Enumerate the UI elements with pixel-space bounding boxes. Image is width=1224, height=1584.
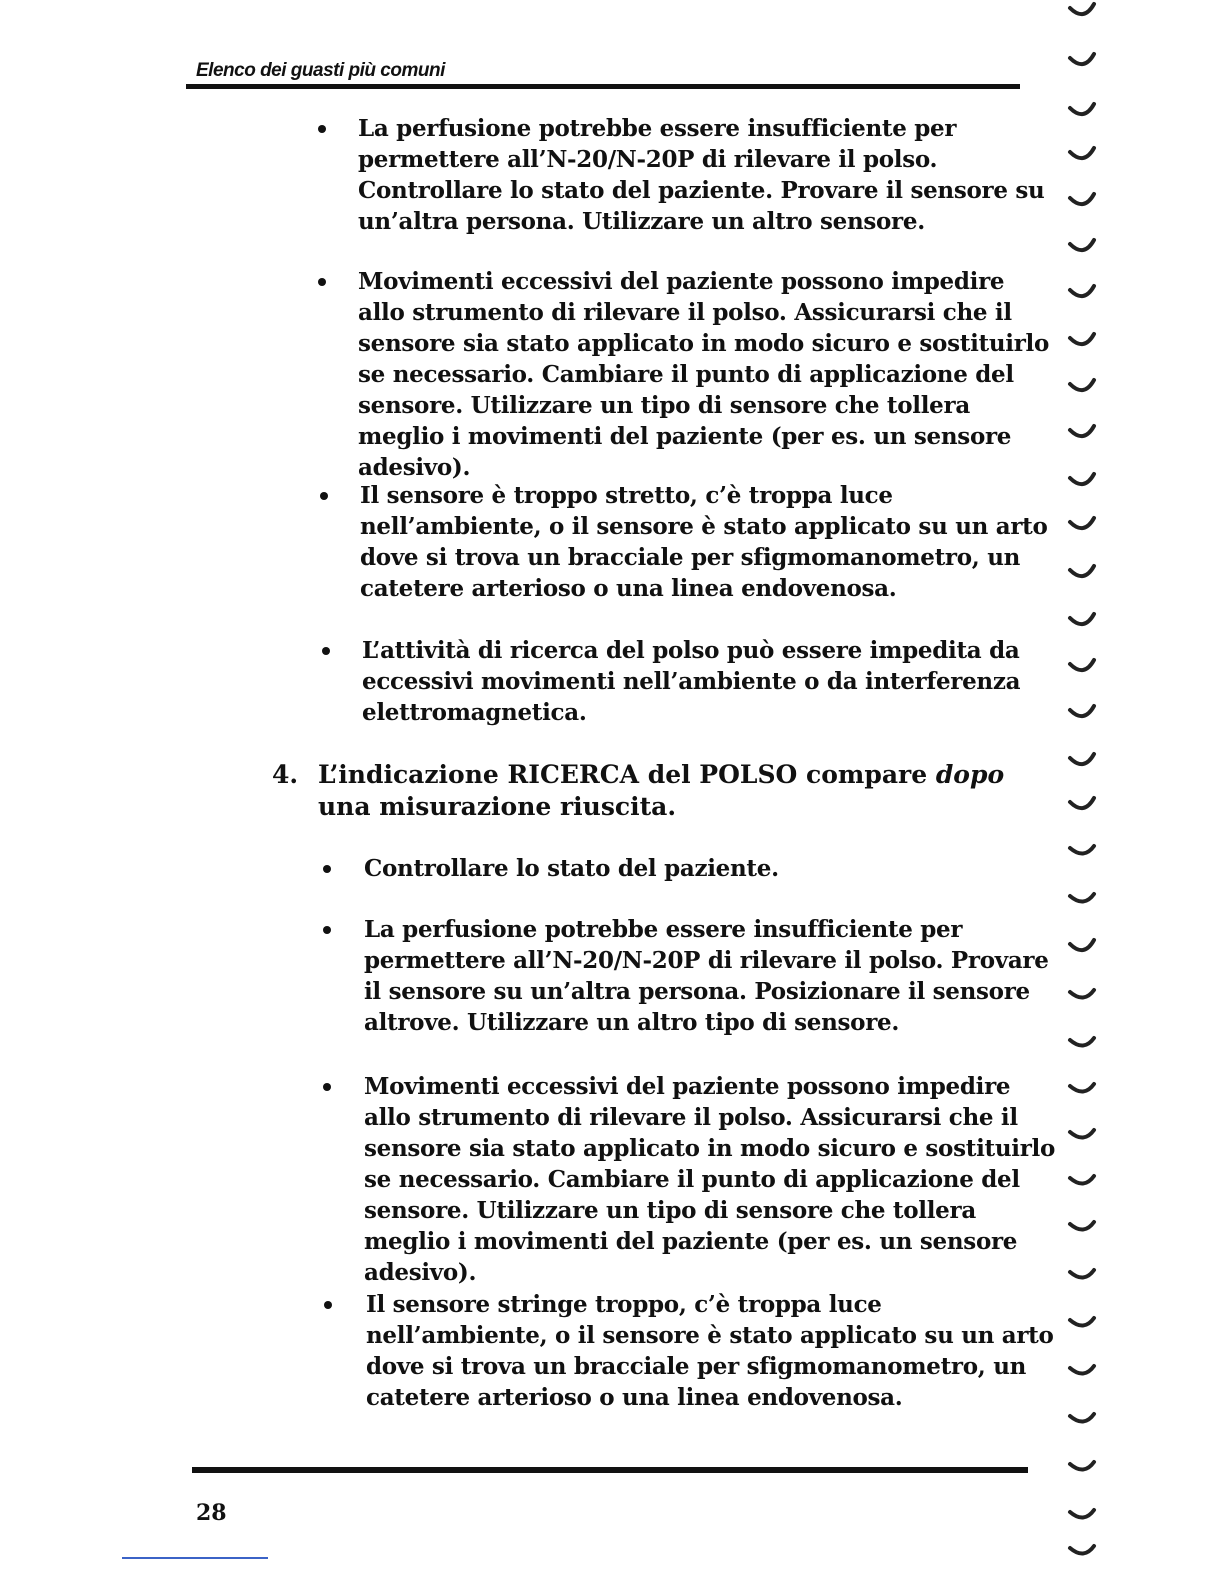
bullet-text: Il sensore è troppo stretto, c’è troppa luce nell’ambiente, o il sensore è stato applicato su un arto dove si trova un bracciale per sfigmomanometro, un catetere arterioso o una linea endovenosa. [360,482,1048,602]
spiral-binding-icon [1060,0,1100,1584]
bullet-dot [323,1083,331,1091]
item-number: 4. [272,760,299,789]
footer-rule [192,1467,1028,1473]
bullet-item [360,480,1060,604]
bullet-dot [324,1301,332,1309]
bullet-item [364,1071,1064,1288]
bullet-item [366,1289,1066,1413]
bullet-dot [320,492,328,500]
bullet-dot [322,647,330,655]
bullet-item [364,853,1064,884]
bullet-dot [318,125,326,133]
header-rule [186,84,1020,89]
bullet-dot [323,926,331,934]
bullet-item [358,266,1058,483]
bullet-text: Controllare lo stato del paziente. [364,855,779,882]
bullet-text: La perfusione potrebbe essere insufficiente per permettere all’N-20/N-20P di rilevare il polso. Controllare lo stato del paziente. Provare il sensore su un’altra persona. Utilizzare un altro sensore. [358,115,1045,235]
bullet-text: Movimenti eccessivi del paziente possono impedire allo strumento di rilevare il polso. Assicurarsi che il sensore sia stato applicato in modo sicuro e sostituirlo se necessario. Cambiare il punto di applicazione del sensore. Utilizzare un tipo di sensore che tollera meglio i movimenti del paziente (per es. un sensore adesivo). [364,1073,1055,1286]
page-number: 28 [196,1500,227,1526]
bullet-item [364,914,1064,1038]
bullet-dot [318,278,326,286]
bullet-text: Movimenti eccessivi del paziente possono impedire allo strumento di rilevare il polso. Assicurarsi che il sensore sia stato applicato in modo sicuro e sostituirlo se necessario. Cambiare il punto di applicazione del sensore. Utilizzare un tipo di sensore che tollera meglio i movimenti del paziente (per es. un sensore adesivo). [358,268,1049,481]
header-title: Elenco dei guasti più comuni [196,60,445,81]
bullet-item [358,113,1058,237]
bullet-text: L’attività di ricerca del polso può essere impedita da eccessivi movimenti nell’ambiente o da interferenza elettromagnetica. [362,637,1021,726]
bottom-edge-line [122,1557,268,1559]
item-title-emphasis: dopo [935,760,1005,789]
bullet-dot [323,865,331,873]
item-title: L’indicazione RICERCA del POLSO compare dopo una misurazione riuscita. [318,760,1005,821]
bullet-item [362,635,1062,728]
bullet-text: La perfusione potrebbe essere insufficiente per permettere all’N-20/N-20P di rilevare il polso. Provare il sensore su un’altra persona. Posizionare il sensore altrove. Utilizzare un altro tipo di sensore. [364,916,1049,1036]
bullet-text: Il sensore stringe troppo, c’è troppa luce nell’ambiente, o il sensore è stato applicato su un arto dove si trova un bracciale per sfigmomanometro, un catetere arterioso o una linea endovenosa. [366,1291,1054,1411]
